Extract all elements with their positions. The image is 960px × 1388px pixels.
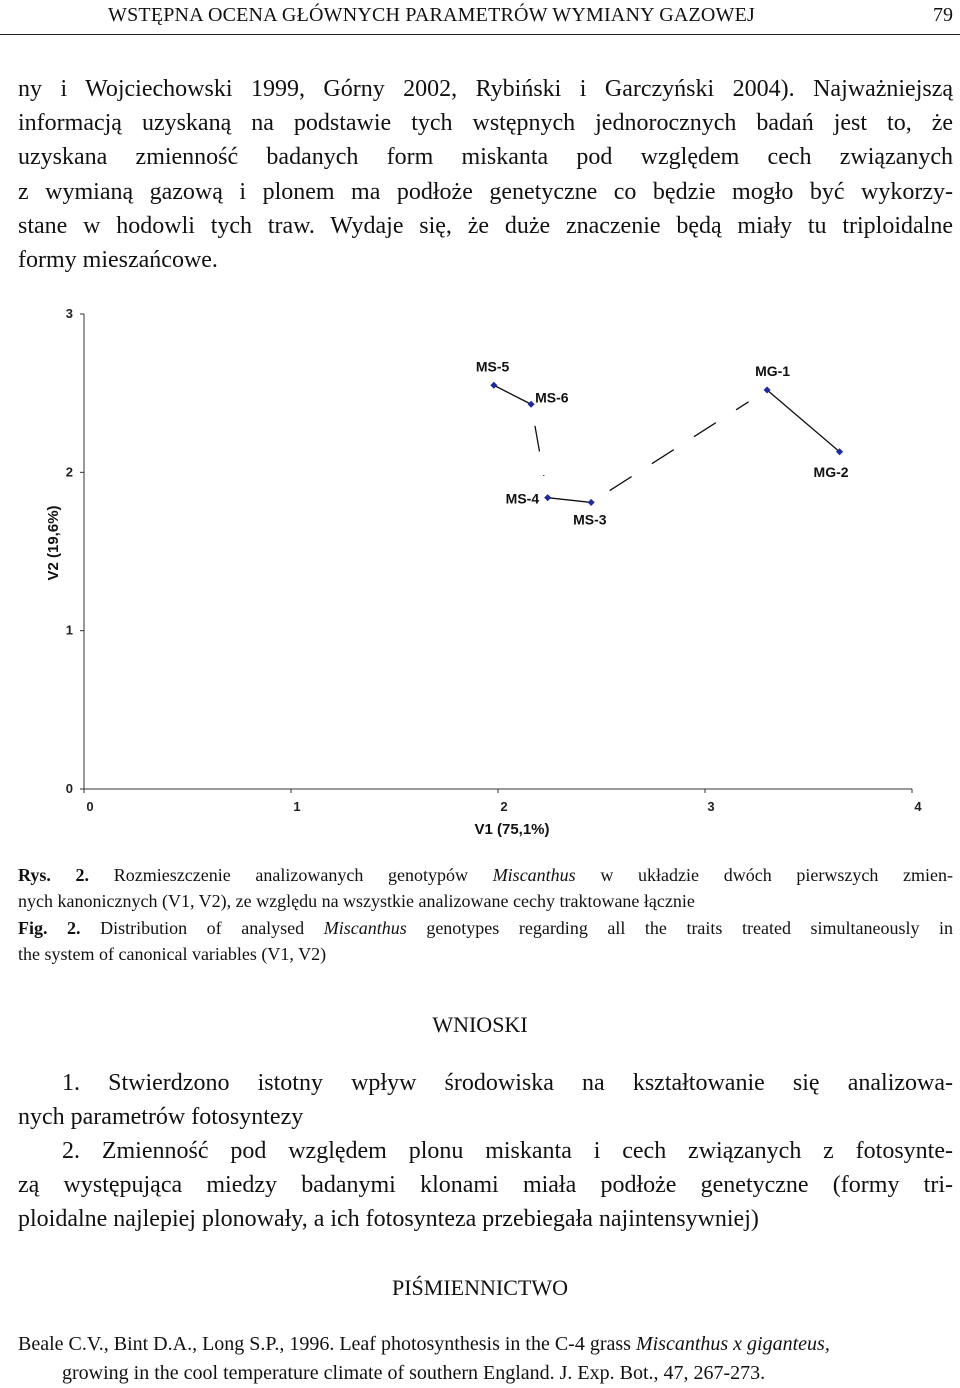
caption-en-label: Fig. 2. [18,918,81,938]
point-label: MG-2 [813,463,849,480]
reference-species: Miscanthus x giganteus, [635,1333,830,1355]
running-header [18,4,953,36]
page-number: 79 [933,4,953,26]
y-tick-label: 2 [65,464,73,480]
paragraph-line: ny i Wojciechowski 1999, Górny 2002, Rybiński i Garczyński 2004). Najważniejszą [18,76,953,102]
x-tick-label: 2 [500,799,508,814]
point-label: MS-3 [573,511,607,528]
data-point [528,401,535,408]
solid-link [548,498,591,503]
paragraph-line: stane w hodowli tych traw. Wydaje się, że duże znaczenie będą miały tu triploidalne [18,212,953,239]
reference-line: growing in the cool temperature climate of southern England. J. Exp. Bot., 47, 267-273. [62,1362,766,1384]
dashed-link [535,426,544,476]
body-paragraph [18,72,953,277]
solid-link [767,390,839,452]
point-label: MS-5 [475,358,510,375]
point-label: MS-6 [535,389,569,406]
x-tick-label: 0 [86,799,94,814]
data-point [490,382,497,389]
references-heading: PIŚMIENNICTWO [392,1275,568,1300]
caption-pl-label: Rys. 2. [18,865,90,885]
conclusions-list [18,1066,953,1236]
chart-labels [476,358,849,527]
paragraph-line: formy mieszańcowe. [18,247,218,274]
data-point [544,494,551,501]
dashed-link [610,402,749,491]
caption-en-species: Miscanthus [323,918,407,938]
conclusions-heading: WNIOSKI [432,1012,528,1037]
caption-en-line: the system of canonical variables (V1, V2) [18,944,327,964]
caption-pl-line: nych kanonicznych (V1, V2), ze względu na wszystkie analizowane cechy traktowane łącznie [18,891,695,911]
reference-text: Beale C.V., Bint D.A., Long S.P., 1996. Leaf photosynthesis in the C-4 grass [18,1333,631,1355]
caption-pl-text: Rozmieszczenie analizowanych genotypów [113,865,468,885]
y-tick-label: 0 [65,781,73,796]
x-tick-label: 1 [293,799,301,814]
data-point [588,499,595,506]
conclusion-line: ploidalne najlepiej plonowały, a ich fotosynteza przebiegała najintensywniej) [18,1206,759,1232]
caption-pl-text: w układzie dwóch pierwszych zmien- [600,865,954,885]
canonical-variables-chart [0,296,960,846]
solid-link [494,385,531,404]
reference-entry [18,1330,953,1388]
x-tick-label: 4 [914,799,922,814]
conclusion-line: zą występująca miedzy badanymi klonami miała podłoże genetyczne (formy tri- [18,1172,953,1198]
point-label: MS-4 [505,490,540,507]
chart-axes [45,306,922,838]
y-tick-label: 1 [65,622,73,638]
paragraph-line: uzyskana zmienność badanych form miskanta pod względem cech związanych [18,144,953,171]
conclusion-line: nych parametrów fotosyntezy [18,1104,304,1130]
x-axis-title: V1 (75,1%) [474,821,550,838]
point-label: MG-1 [755,363,791,379]
running-header-title: WSTĘPNA OCENA GŁÓWNYCH PARAMETRÓW WYMIANY GAZOWEJ [108,4,756,26]
conclusion-line: 1. Stwierdzono istotny wpływ środowiska na kształtowanie się analizowa- [62,1070,953,1096]
y-tick-label: 3 [65,306,73,321]
caption-en-text: genotypes regarding all the traits treated simultaneously in [426,918,954,938]
figure-caption-pl [18,862,953,914]
figure-caption-en [18,915,953,967]
paragraph-line: informacją uzyskaną na podstawie tych wstępnych jednorocznych badań jest to, że [18,110,953,137]
x-tick-label: 3 [707,799,715,814]
caption-en-text: Distribution of analysed [100,918,305,938]
paragraph-line: z wymianą gazową i plonem ma podłoże genetyczne co będzie mogło być wykorzy- [18,178,953,205]
caption-pl-species: Miscanthus [492,865,576,885]
y-axis-title: V2 (19,6%) [45,505,62,581]
conclusion-line: 2. Zmienność pod względem plonu miskanta i cech związanych z fotosynte- [62,1138,953,1164]
header-rule [0,34,960,35]
